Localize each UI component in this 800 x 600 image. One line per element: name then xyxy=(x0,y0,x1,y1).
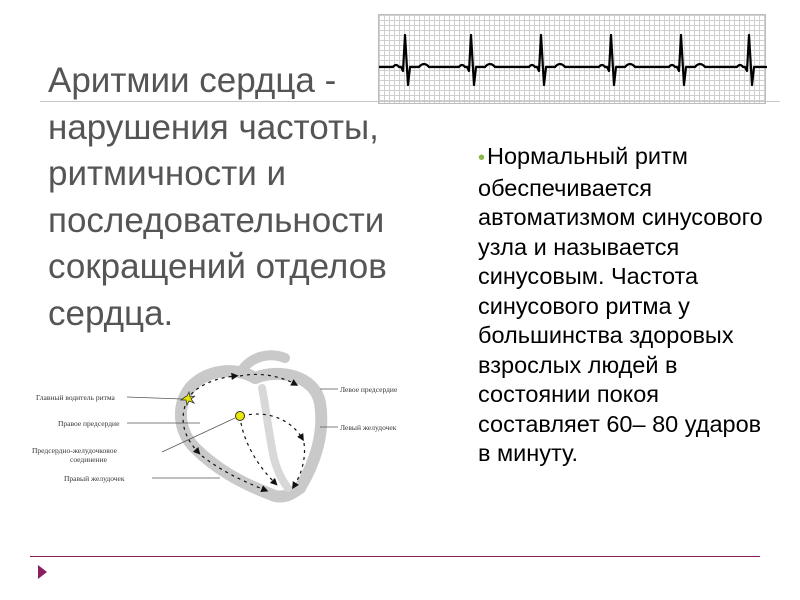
conduction-arrows xyxy=(183,374,304,490)
footer-divider xyxy=(30,556,760,557)
bullet-paragraph xyxy=(478,142,778,469)
label-av-node-line2: соединение xyxy=(70,455,107,464)
heart-conduction-diagram xyxy=(30,348,430,508)
slide-title: Аритмии сердца - нарушения частоты, ритмичности и последовательности сокращений отделов сердца. xyxy=(48,61,387,333)
label-right-ventricle: Правый желудочек xyxy=(64,474,125,483)
label-pacemaker: Главный водитель ритма xyxy=(36,393,115,402)
label-left-atrium: Левое предсердие xyxy=(340,385,398,394)
av-node-icon xyxy=(236,412,245,421)
triangle-right-icon[interactable] xyxy=(38,565,47,579)
heart-outline xyxy=(181,355,321,496)
bullet-text: Нормальный ритм обеспечивается автоматизмом синусового узла и называется синусовым. Частота синусового ритма у большинства здоровых взрослых людей в состоянии покоя составляет 60– 80 ударов в минуту. xyxy=(478,143,763,466)
label-right-atrium: Правое предсердие xyxy=(58,419,120,428)
label-av-node-line1: Предсердно-желудочковое xyxy=(32,446,117,455)
heart-diagram-image xyxy=(30,348,430,508)
label-left-ventricle: Левый желудочек xyxy=(340,423,397,432)
bullet-marker: • xyxy=(478,147,486,169)
